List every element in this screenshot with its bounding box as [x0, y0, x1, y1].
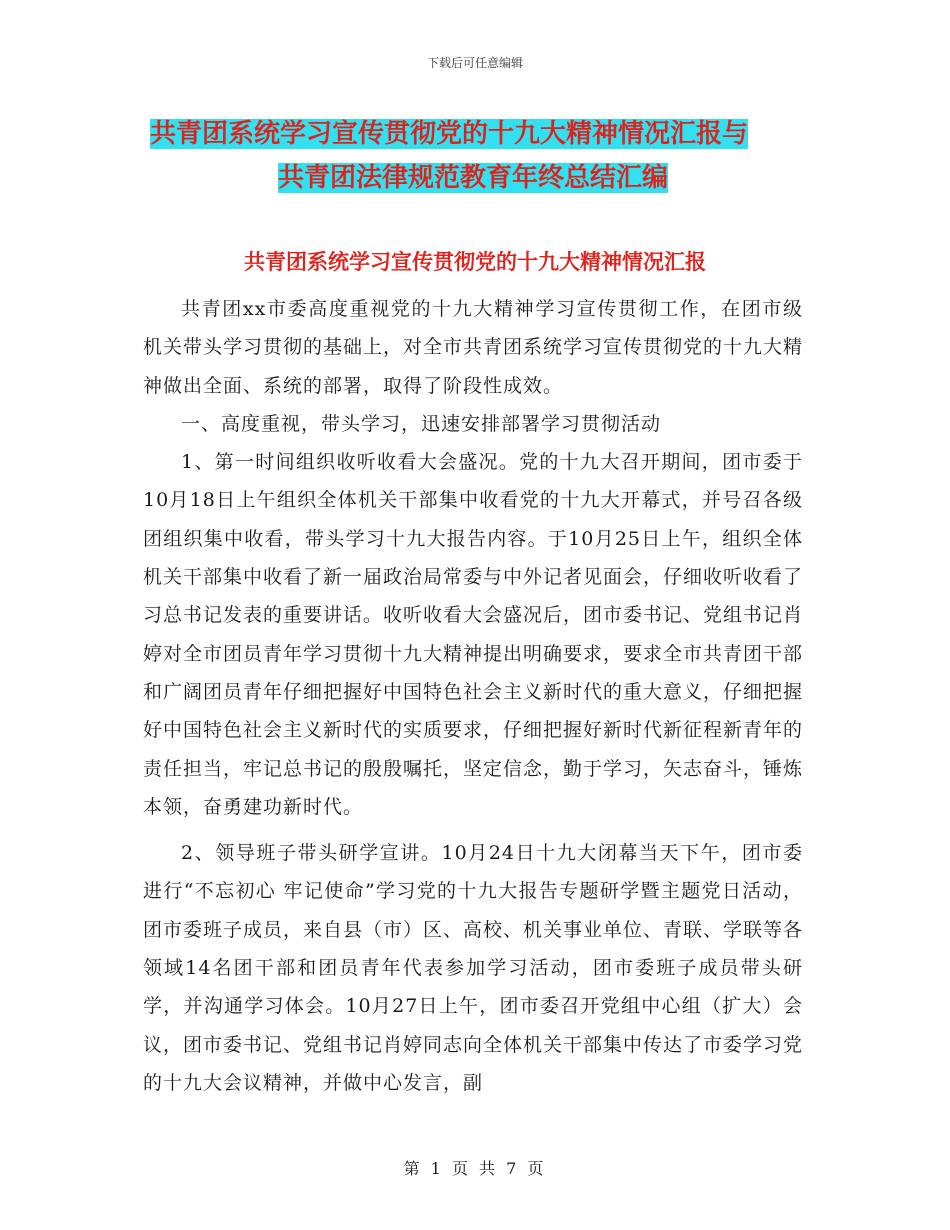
document-body: [143, 290, 803, 1102]
paragraph: 共青团xx市委高度重视党的十九大精神学习宣传贯彻工作，在团市级机关带头学习贯彻的基础上，对全市共青团系统学习宣传贯彻党的十九大精神做出全面、系统的部署，取得了阶段性成效。: [143, 298, 804, 397]
page-footer: 第 1 页 共 7 页: [403, 1159, 547, 1178]
paragraph: 2、领导班子带头研学宣讲。10月24日十九大闭幕当天下午，团市委进行“不忘初心 牢记使命”学习党的十九大报告专题研学暨主题党日活动，团市委班子成员，来自县（市）区、高校、机关事业单位、青联、学联等各领域14名团干部和团员青年代表参加学习活动，团市委班子成员带头研学，并沟通学习体会。10月27日上午，团市委召开党组中心组（扩大）会议，团市委书记、党组书记肖婷同志向全体机关干部集中传达了市委学习党的十九大会议精神，并做中心发言，副: [143, 842, 804, 1094]
paragraph: 一、高度重视，带头学习，迅速安排部署学习贯彻活动: [181, 412, 662, 435]
title-line-1: 共青团系统学习宣传贯彻党的十九大精神情况汇报与: [150, 119, 749, 149]
header-note: 下载后可任意编辑: [426, 56, 523, 70]
section-title: 共青团系统学习宣传贯彻党的十九大精神情况汇报: [244, 250, 706, 274]
document-title: [150, 112, 830, 200]
paragraph: 1、第一时间组织收听收看大会盛况。党的十九大召开期间，团市委于10月18日上午组织全体机关干部集中收看党的十九大开幕式，并号召各级团组织集中收看，带头学习十九大报告内容。于10月25日上午，组织全体机关干部集中收看了新一届政治局常委与中外记者见面会，仔细收听收看了习总书记发表的重要讲话。收听收看大会盛况后，团市委书记、党组书记肖婷对全市团员青年学习贯彻十九大精神提出明确要求，要求全市共青团干部和广阔团员青年仔细把握好中国特色社会主义新时代的重大意义，仔细把握好中国特色社会主义新时代的实质要求，仔细把握好新时代新征程新青年的责任担当，牢记总书记的殷殷嘱托，坚定信念，勤于学习，矢志奋斗，锤炼本领，奋勇建功新时代。: [143, 451, 804, 818]
title-line-2: 共青团法律规范教育年终总结汇编: [278, 163, 669, 193]
